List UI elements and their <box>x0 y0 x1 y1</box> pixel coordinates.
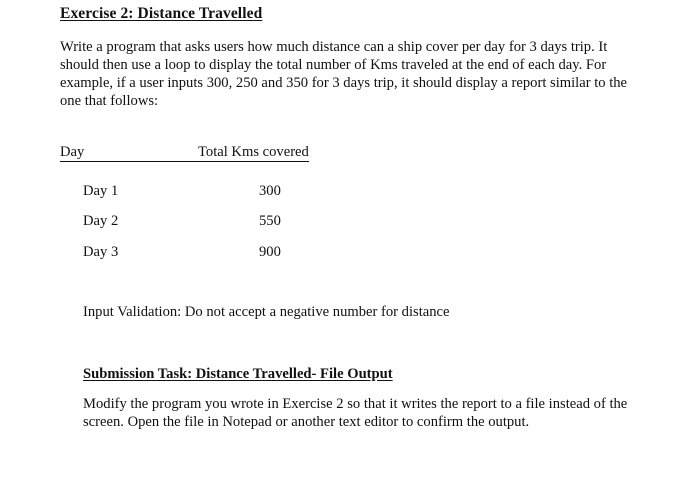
report-header-day: Day <box>60 144 198 162</box>
report-header-total: Total Kms covered <box>198 144 309 160</box>
exercise-description: Write a program that asks users how much distance can a ship cover per day for 3 days trip. It should then use a loop to display the total number of Kms traveled at the end of each day. For example, if a user inputs 300, 250 and 350 for 3 days trip, it should display a report similar to the one that follows: <box>60 39 628 109</box>
report-row-day: Day 3 <box>83 244 119 260</box>
report-row-total: 300 <box>259 183 281 199</box>
report-row-day: Day 2 <box>83 213 119 229</box>
report-row-total: 900 <box>259 244 281 260</box>
report-row-day: Day 1 <box>83 183 119 199</box>
report-row-total: 550 <box>259 213 281 229</box>
input-validation-note: Input Validation: Do not accept a negative number for distance <box>83 304 450 320</box>
exercise-title: Exercise 2: Distance Travelled <box>60 5 263 22</box>
submission-task-description: Modify the program you wrote in Exercise 2 so that it writes the report to a file instead of the screen. Open the file in Notepad or another text editor to confirm the output. <box>83 396 628 430</box>
submission-task-title: Submission Task: Distance Travelled- File Output <box>83 366 393 382</box>
